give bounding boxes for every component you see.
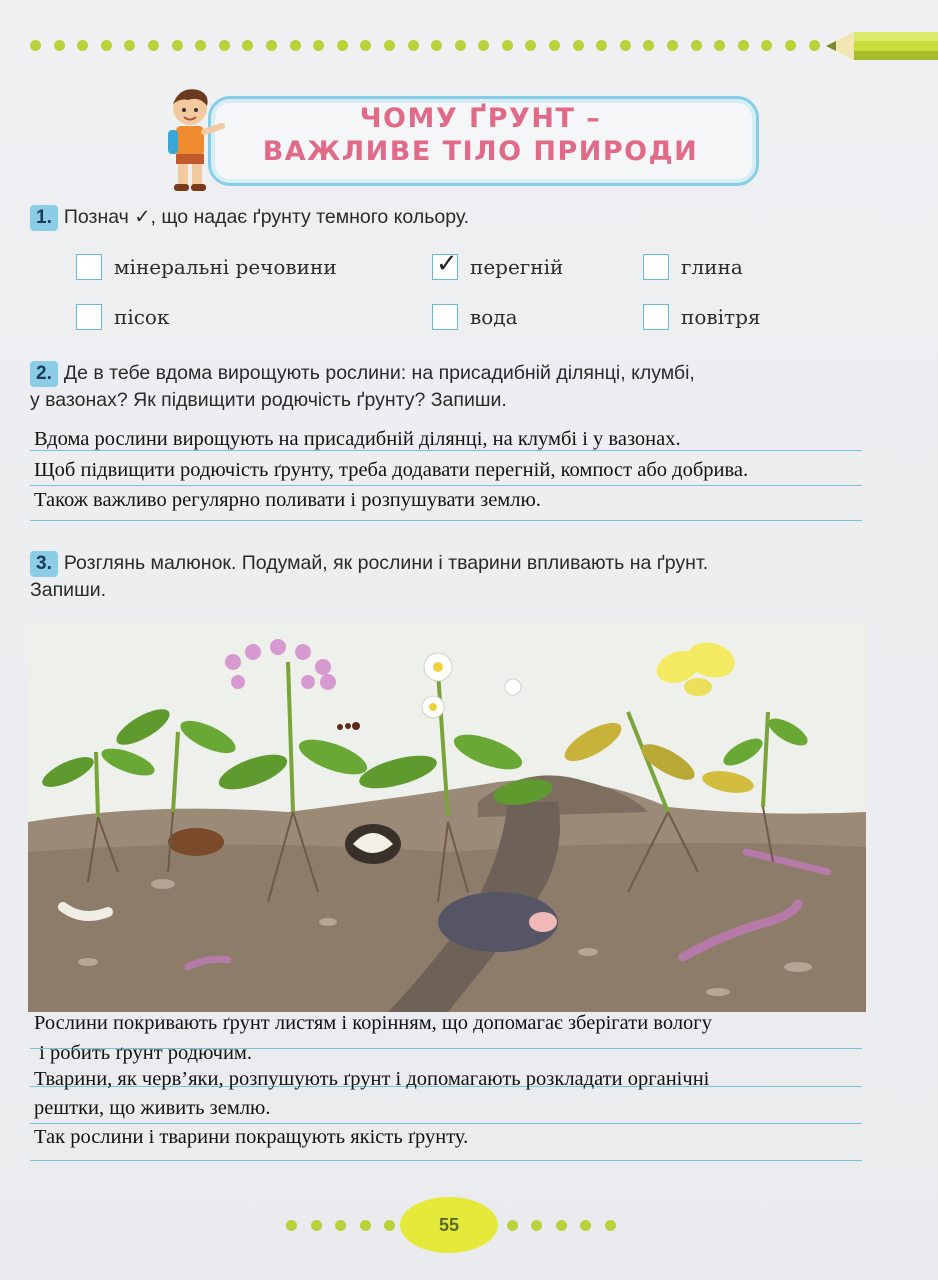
task-3-text-line-1: Розглянь малюнок. Подумай, як рослини і тварини впливають на ґрунт. — [63, 552, 709, 574]
answer-line — [30, 485, 862, 486]
task-3-prompt — [30, 550, 708, 603]
decorative-dot — [195, 40, 206, 51]
pencil-icon — [826, 26, 938, 66]
checkbox-sand[interactable] — [76, 304, 102, 330]
decorative-dot — [691, 40, 702, 51]
answer-line — [30, 1123, 862, 1124]
answer-line — [30, 520, 862, 521]
option-sand[interactable] — [76, 304, 169, 330]
decorative-dot — [77, 40, 88, 51]
task-3-answer-line-5[interactable]: Так рослини і тварини покращують якість ґрунту. — [34, 1126, 469, 1148]
decorative-dot — [620, 40, 631, 51]
option-air[interactable] — [643, 304, 761, 330]
task-2-number: 2. — [30, 361, 58, 387]
decorative-dot — [290, 40, 301, 51]
decorative-dot — [738, 40, 749, 51]
task-2-text-line-1: Де в тебе вдома вирощують рослини: на присадибній ділянці, клумбі, — [63, 362, 695, 384]
decorative-dot — [172, 40, 183, 51]
page-title — [208, 102, 753, 168]
checkbox-air[interactable] — [643, 304, 669, 330]
decorative-dot — [502, 40, 513, 51]
decorative-dot — [408, 40, 419, 51]
decorative-dot — [101, 40, 112, 51]
decorative-dot — [573, 40, 584, 51]
task-2-text-line-2: у вазонах? Як підвищити родючість ґрунту? Запиши. — [30, 389, 507, 411]
top-dotted-rule — [30, 38, 820, 52]
boy-illustration — [160, 86, 230, 196]
decorative-dot — [549, 40, 560, 51]
checkbox-clay[interactable] — [643, 254, 669, 280]
task-3-answer-line-3[interactable]: Тварини, як черв’яки, розпушують ґрунт і допомагають розкладати органічні — [34, 1068, 710, 1090]
task-1-prompt — [30, 204, 469, 231]
task-2-answer-line-1[interactable]: Вдома рослини вирощують на присадибній ділянці, на клумбі і у вазонах. — [34, 428, 681, 450]
decorative-dot — [242, 40, 253, 51]
task-3-text-line-2: Запиши. — [30, 579, 107, 601]
decorative-dot — [219, 40, 230, 51]
task-2-answer-line-2[interactable]: Щоб підвищити родючість ґрунту, треба додавати перегній, компост або добрива. — [34, 459, 749, 481]
option-label: повітря — [681, 305, 761, 329]
decorative-dot — [54, 40, 65, 51]
option-label: перегній — [470, 255, 564, 279]
decorative-dot — [714, 40, 725, 51]
checkbox-mineral[interactable] — [76, 254, 102, 280]
decorative-dot — [124, 40, 135, 51]
decorative-dot — [596, 40, 607, 51]
decorative-dot — [643, 40, 654, 51]
task-3-number: 3. — [30, 551, 58, 577]
title-block — [150, 80, 770, 200]
checkbox-water[interactable] — [432, 304, 458, 330]
decorative-dot — [337, 40, 348, 51]
decorative-dot — [455, 40, 466, 51]
page-number: 55 — [400, 1197, 498, 1253]
decorative-dot — [313, 40, 324, 51]
decorative-dot — [360, 40, 371, 51]
decorative-dot — [30, 40, 41, 51]
option-label: мінеральні речовини — [114, 255, 337, 279]
decorative-dot — [384, 40, 395, 51]
task-2-answer-line-3[interactable]: Також важливо регулярно поливати і розпушувати землю. — [34, 489, 541, 511]
decorative-dot — [667, 40, 678, 51]
option-label: вода — [470, 305, 518, 329]
option-clay[interactable] — [643, 254, 743, 280]
decorative-dot — [148, 40, 159, 51]
decorative-dot — [525, 40, 536, 51]
option-water[interactable] — [432, 304, 518, 330]
option-mineral[interactable] — [76, 254, 337, 280]
task-2-prompt — [30, 360, 695, 413]
decorative-dot — [761, 40, 772, 51]
option-label: глина — [681, 255, 743, 279]
answer-line — [30, 1160, 862, 1161]
decorative-dot — [431, 40, 442, 51]
task-3-answer-line-1[interactable]: Рослини покривають ґрунт листям і корінням, що допомагає зберігати вологу — [34, 1012, 712, 1034]
task-3-answer-line-4[interactable]: рештки, що живить землю. — [34, 1097, 271, 1119]
decorative-dot — [478, 40, 489, 51]
soil-illustration — [28, 622, 866, 1012]
task-3-answer-line-2[interactable]: і робить ґрунт родючим. — [34, 1042, 253, 1064]
check-mark-icon: ✓ — [436, 249, 458, 279]
decorative-dot — [266, 40, 277, 51]
title-line-2: ВАЖЛИВЕ ТІЛО ПРИРОДИ — [262, 136, 699, 167]
option-humus[interactable] — [432, 249, 564, 280]
decorative-dot — [785, 40, 796, 51]
task-1-text: Познач ✓, що надає ґрунту темного кольору. — [63, 206, 470, 228]
option-label: пісок — [114, 305, 170, 329]
task-1-number: 1. — [30, 205, 58, 231]
checkbox-humus[interactable] — [432, 249, 458, 280]
decorative-dot — [809, 40, 820, 51]
title-line-1: ЧОМУ ҐРУНТ – — [359, 103, 602, 134]
